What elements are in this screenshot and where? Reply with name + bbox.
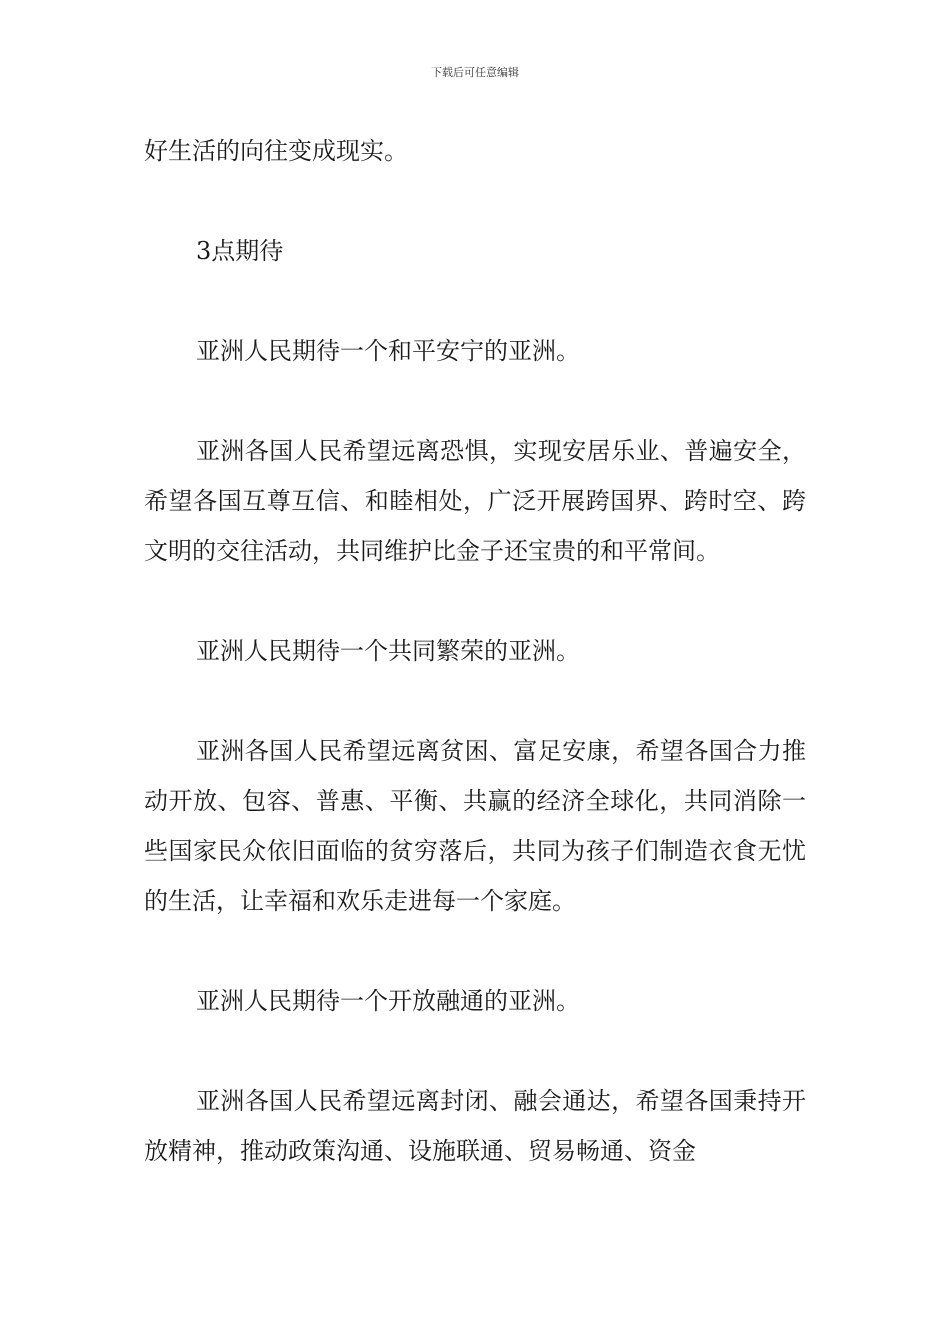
paragraph-continuation: 好生活的向往变成现实。 xyxy=(144,137,408,165)
paragraph-openness-body: 亚洲各国人民希望远离封闭、融会通达，希望各国秉持开放精神，推动政策沟通、设施联通、贸易畅通、资金 xyxy=(144,1087,806,1165)
paragraph-gap xyxy=(144,376,806,426)
document-body xyxy=(144,126,806,1176)
paragraph-prosperity-body: 亚洲各国人民希望远离贫困、富足安康，希望各国合力推动开放、包容、普惠、平衡、共赢的经济全球化，共同消除一些国家民众依旧面临的贫穷落后，共同为孩子们制造衣食无忧的生活，让幸福和欢乐走进每一个家庭。 xyxy=(144,737,806,915)
paragraph-peace-heading: 亚洲人民期待一个和平安宁的亚洲。 xyxy=(196,337,580,365)
paragraph-gap xyxy=(144,676,806,726)
paragraph-peace-body: 亚洲各国人民希望远离恐惧，实现安居乐业、普遍安全，希望各国互尊互信、和睦相处，广泛开展跨国界、跨时空、跨文明的交往活动，共同维护比金子还宝贵的和平常间。 xyxy=(144,437,806,565)
paragraph-gap xyxy=(144,926,806,976)
paragraph-gap xyxy=(144,576,806,626)
header-note: 下载后可任意编辑 xyxy=(431,66,519,79)
paragraph-prosperity-heading: 亚洲人民期待一个共同繁荣的亚洲。 xyxy=(196,637,580,665)
paragraph-gap xyxy=(144,276,806,326)
paragraph-openness-heading: 亚洲人民期待一个开放融通的亚洲。 xyxy=(196,987,580,1015)
paragraph-gap xyxy=(144,1026,806,1076)
paragraph-gap xyxy=(144,176,806,226)
section-heading: 3点期待 xyxy=(196,237,284,265)
